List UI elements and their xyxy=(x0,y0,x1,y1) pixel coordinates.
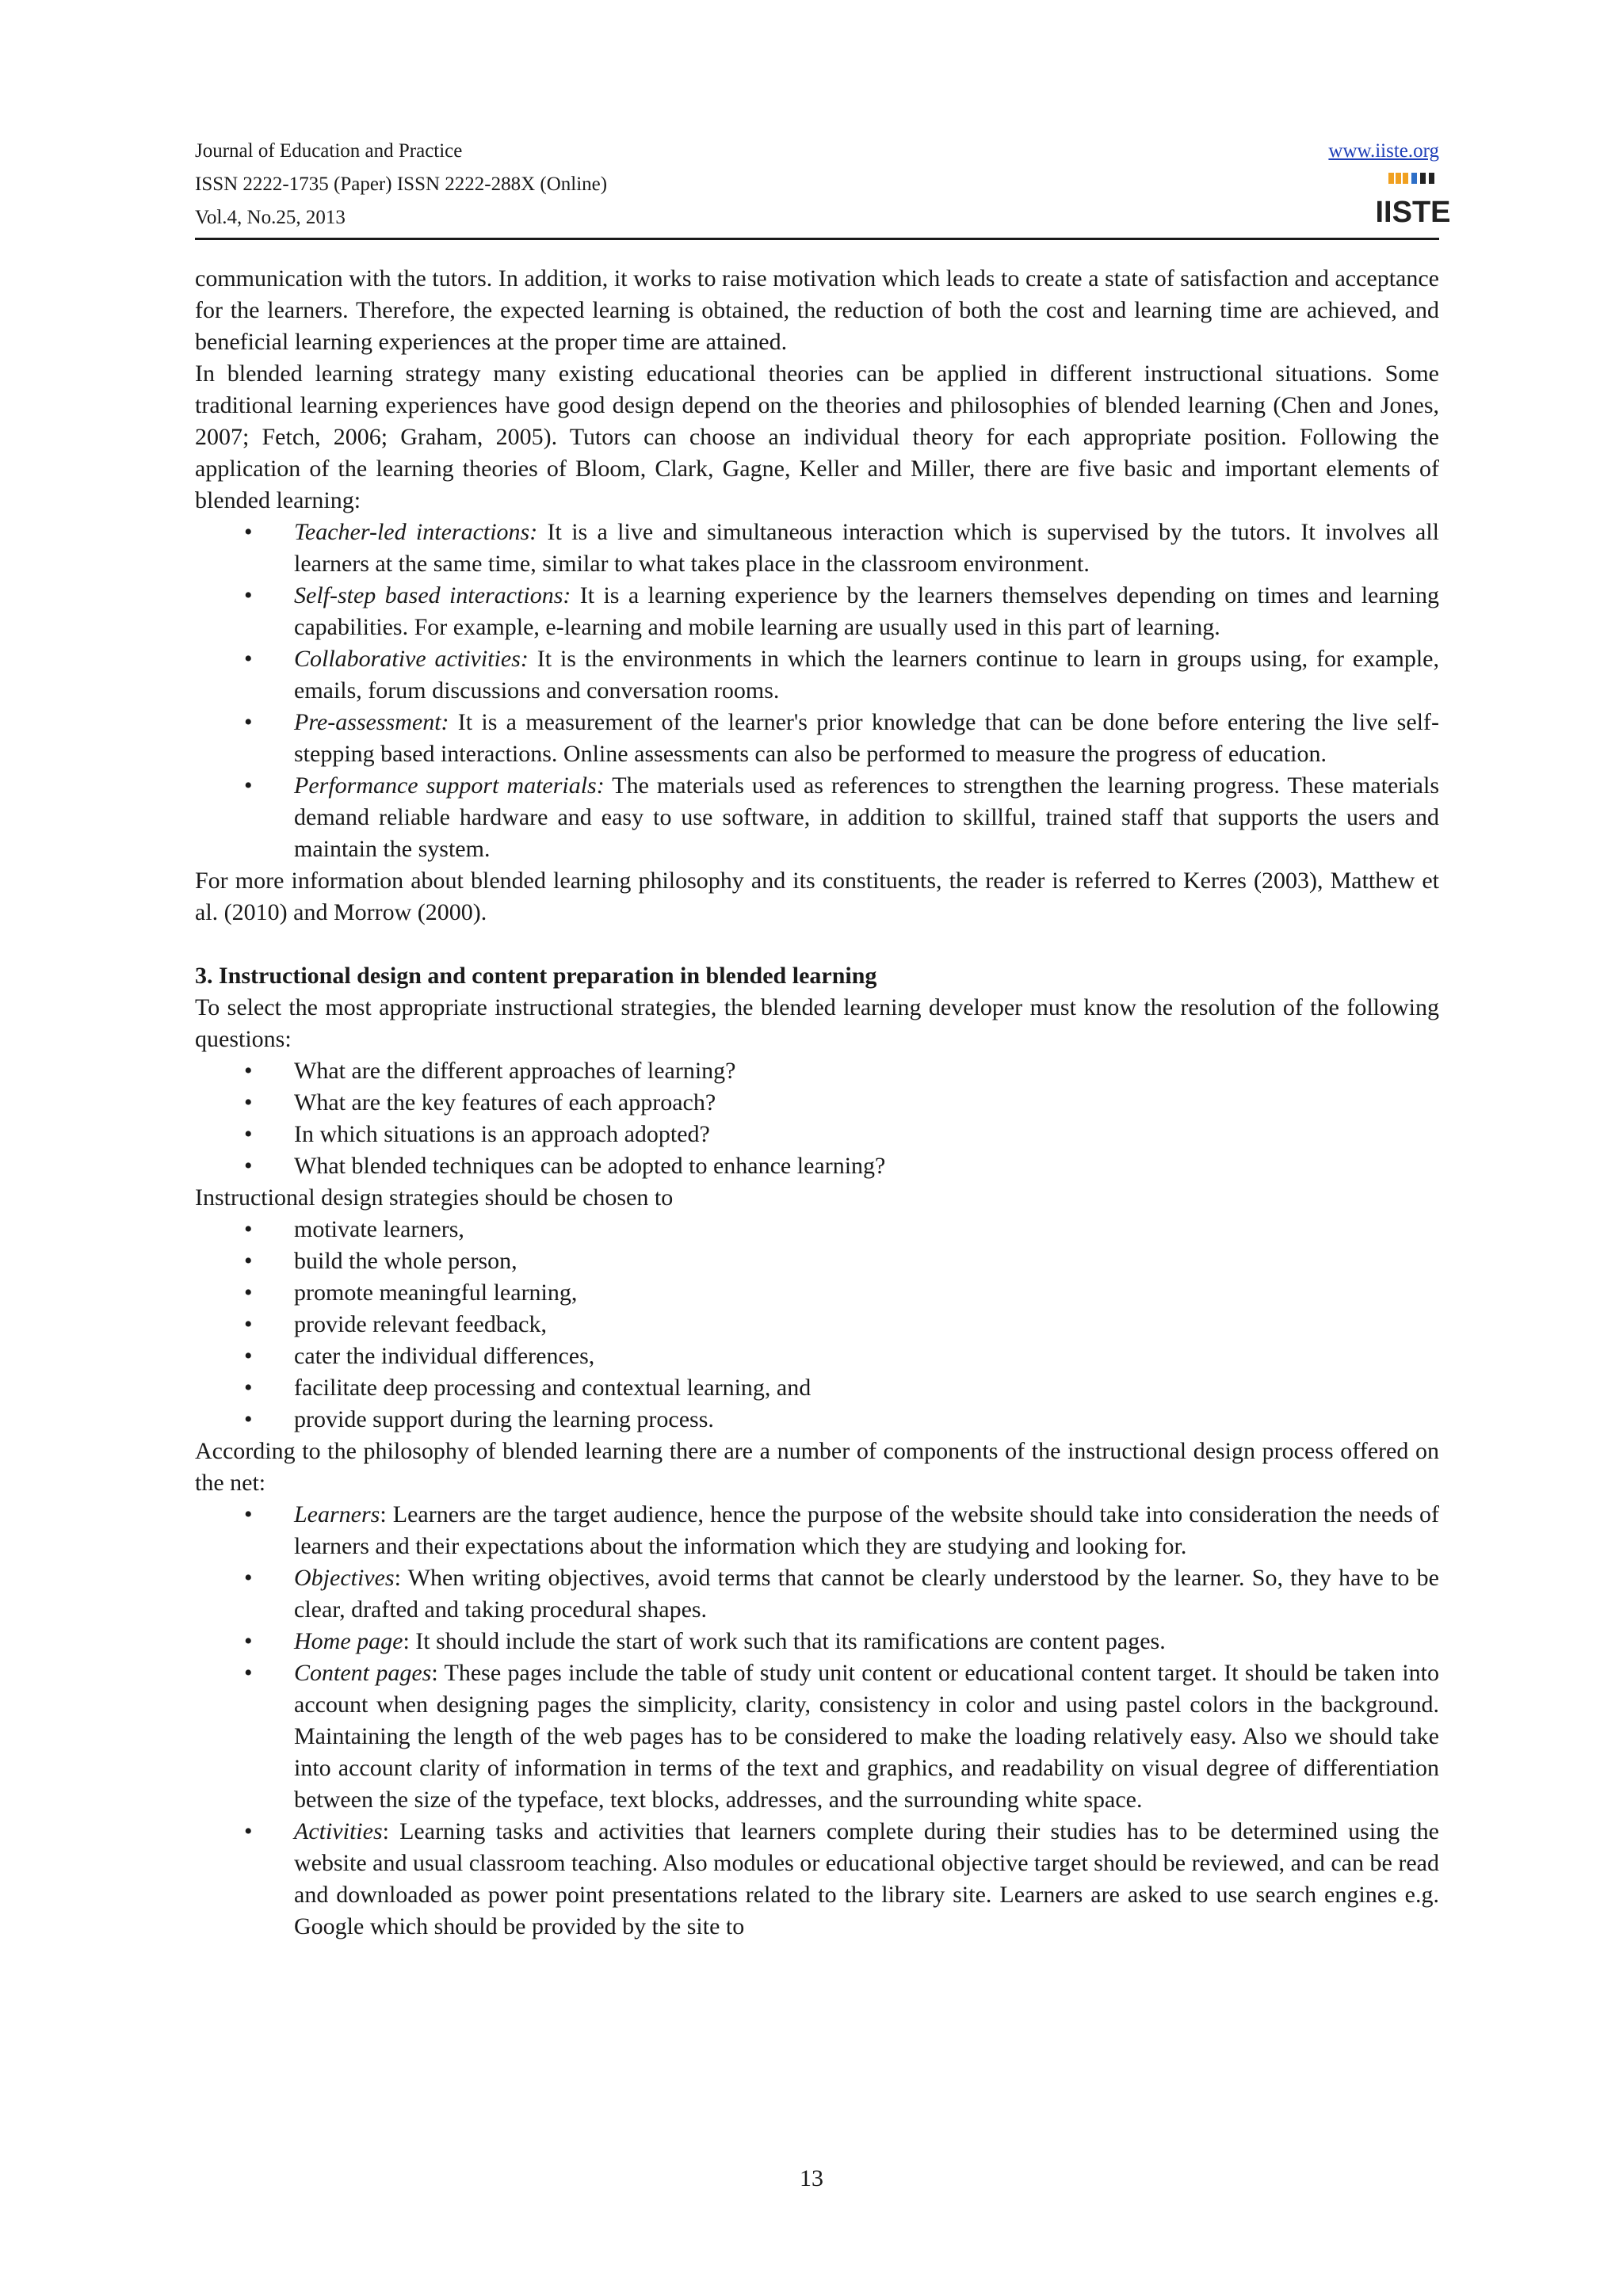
paragraph: For more information about blended learning philosophy and its constituents, the reader is referred to Kerres (2003), Matthew et al. (2010) and Morrow (2000). xyxy=(195,868,1439,925)
list-item xyxy=(195,517,1439,580)
item-text: facilitate deep processing and contextual learning, and xyxy=(294,1375,812,1401)
iiste-logo xyxy=(1375,171,1451,229)
bullet-icon: • xyxy=(244,1818,253,1844)
item-text: The materials used as references to strengthen the learning progress. These materials demand reliable hardware and easy to use software, in addition to skillful, trained staff that supports the users and maintain the system. xyxy=(294,772,1439,862)
list-item xyxy=(195,770,1439,865)
strategies-list xyxy=(195,1214,1439,1436)
item-text: provide relevant feedback, xyxy=(294,1311,547,1337)
page-header xyxy=(195,135,1451,239)
item-term: Pre-assessment: xyxy=(294,709,449,735)
list-item xyxy=(195,643,1439,707)
components-list xyxy=(195,1499,1439,1943)
item-text: : Learning tasks and activities that learners complete during their studies has to be determined using the website and usual classroom teaching. Also modules or educational objective target should be reviewed, and can be read and downloaded as power point presentations related to the library site. Learners are asked to use search engines e.g. Google which should be provided by the site to xyxy=(294,1818,1439,1939)
issn-line: ISSN 2222-1735 (Paper) ISSN 2222-288X (Online) xyxy=(195,174,608,195)
bullet-icon: • xyxy=(244,1121,253,1147)
item-term: Objectives xyxy=(294,1565,395,1591)
item-text: promote meaningful learning, xyxy=(294,1280,578,1306)
list-item xyxy=(195,1277,1439,1309)
paragraph: In blended learning strategy many existing educational theories can be applied in different instructional situations. Some traditional learning experiences have good design depend on the theories and philosophies of blended learning (Chen and Jones, 2007; Fetch, 2006; Graham, 2005). Tutors can choose an individual theory for each appropriate position. Following the application of the learning theories of Bloom, Clark, Gagne, Keller and Miller, there are five basic and important elements of blended learning: xyxy=(195,360,1439,513)
list-item xyxy=(195,1562,1439,1626)
item-text: : Learners are the target audience, hence the purpose of the website should take into consideration the needs of learners and their expectations about the information which they are studying and looking for. xyxy=(294,1501,1439,1559)
list-item xyxy=(195,1626,1439,1657)
bullet-icon: • xyxy=(244,1343,253,1369)
journal-name: Journal of Education and Practice xyxy=(195,140,463,162)
bullet-icon: • xyxy=(244,1153,253,1179)
item-text: It is a live and simultaneous interaction which is supervised by the tutors. It involves all learners at the same time, similar to what takes place in the classroom environment. xyxy=(294,519,1440,577)
paragraph: According to the philosophy of blended learning there are a number of components of the instructional design process offered on the net: xyxy=(195,1438,1439,1496)
item-text: It is the environments in which the learners continue to learn in groups using, for example, emails, forum discussions and conversation rooms. xyxy=(294,646,1439,704)
journal-url-link[interactable]: www.iiste.org xyxy=(1328,140,1439,162)
volume-line: Vol.4, No.25, 2013 xyxy=(195,207,346,228)
paragraph: To select the most appropriate instructional strategies, the blended learning developer must know the resolution of the following questions: xyxy=(195,994,1439,1052)
bullet-icon: • xyxy=(244,1311,253,1337)
list-item xyxy=(195,1816,1439,1943)
item-text: It is a learning experience by the learners themselves depending on times and learning capabilities. For example, e-learning and mobile learning are usually used in this part of learning. xyxy=(294,582,1439,640)
list-item xyxy=(195,1055,1439,1087)
bullet-icon: • xyxy=(244,1280,253,1306)
bullet-icon: • xyxy=(244,1375,253,1401)
questions-list xyxy=(195,1055,1439,1182)
list-item xyxy=(195,1341,1439,1372)
bullet-icon: • xyxy=(244,1501,253,1527)
item-text: : These pages include the table of study unit content or educational content target. It should be taken into account when designing pages the simplicity, clarity, consistency in color and using pastel colors in the background. Maintaining the length of the web pages has to be considered to make the loading relatively easy. Also we should take into account clarity of information in terms of the text and graphics, and readability on visual degree of differentiation between the size of the typeface, text blocks, addresses, and the surrounding white space. xyxy=(294,1660,1439,1813)
bullet-icon: • xyxy=(244,582,253,608)
item-text: provide support during the learning process. xyxy=(294,1406,714,1432)
item-text: : When writing objectives, avoid terms that cannot be clearly understood by the learner. So, they have to be clear, drafted and taking procedural shapes. xyxy=(294,1565,1439,1623)
page-number: 13 xyxy=(800,2165,823,2191)
item-term: Home page xyxy=(294,1628,403,1654)
item-text: What are the key features of each approach? xyxy=(294,1089,716,1116)
bullet-icon: • xyxy=(244,1216,253,1242)
item-text: cater the individual differences, xyxy=(294,1343,595,1369)
paragraph: communication with the tutors. In addition, it works to raise motivation which leads to create a state of satisfaction and acceptance for the learners. Therefore, the expected learning is obtained, the reduction of both the cost and learning time are achieved, and beneficial learning experiences at the proper time are attained. xyxy=(195,265,1439,355)
bullet-icon: • xyxy=(244,1089,253,1116)
bullet-icon: • xyxy=(244,1248,253,1274)
bullet-icon: • xyxy=(244,1058,253,1084)
list-item xyxy=(195,1499,1439,1562)
list-item xyxy=(195,1372,1439,1404)
bullet-icon: • xyxy=(244,646,253,672)
item-text: : It should include the start of work such that its ramifications are content pages. xyxy=(403,1628,1166,1654)
item-text: motivate learners, xyxy=(294,1216,464,1242)
header-divider xyxy=(195,238,1439,240)
list-item xyxy=(195,1309,1439,1341)
paragraph: Instructional design strategies should be chosen to xyxy=(195,1184,674,1211)
list-item xyxy=(195,1245,1439,1277)
bullet-icon: • xyxy=(244,1406,253,1432)
item-text: It is a measurement of the learner's prior knowledge that can be done before entering the live self-stepping based interactions. Online assessments can also be performed to measure the progress of education. xyxy=(294,709,1439,767)
page-body xyxy=(195,263,1439,1943)
bullet-icon: • xyxy=(244,1628,253,1654)
bullet-icon: • xyxy=(244,772,253,799)
list-item xyxy=(195,1404,1439,1436)
item-term: Self-step based interactions: xyxy=(294,582,571,608)
list-item xyxy=(195,707,1439,770)
item-term: Learners xyxy=(294,1501,380,1527)
item-term: Content pages xyxy=(294,1660,432,1686)
list-item xyxy=(195,1150,1439,1182)
item-text: What are the different approaches of learning? xyxy=(294,1058,736,1084)
list-item xyxy=(195,1657,1439,1816)
item-text: In which situations is an approach adopted? xyxy=(294,1121,710,1147)
bullet-icon: • xyxy=(244,709,253,735)
item-term: Performance support materials: xyxy=(294,772,605,799)
logo-text: IISTE xyxy=(1375,196,1451,229)
bullet-icon: • xyxy=(244,1565,253,1591)
spacer xyxy=(195,929,1439,960)
item-term: Collaborative activities: xyxy=(294,646,529,672)
item-text: What blended techniques can be adopted to enhance learning? xyxy=(294,1153,886,1179)
item-term: Teacher-led interactions: xyxy=(294,519,538,545)
elements-list xyxy=(195,517,1439,865)
list-item xyxy=(195,1214,1439,1245)
section-heading: 3. Instructional design and content preparation in blended learning xyxy=(195,963,877,989)
list-item xyxy=(195,1119,1439,1150)
item-text: build the whole person, xyxy=(294,1248,517,1274)
bullet-icon: • xyxy=(244,1660,253,1686)
bullet-icon: • xyxy=(244,519,253,545)
list-item xyxy=(195,1087,1439,1119)
list-item xyxy=(195,580,1439,643)
item-term: Activities xyxy=(294,1818,383,1844)
